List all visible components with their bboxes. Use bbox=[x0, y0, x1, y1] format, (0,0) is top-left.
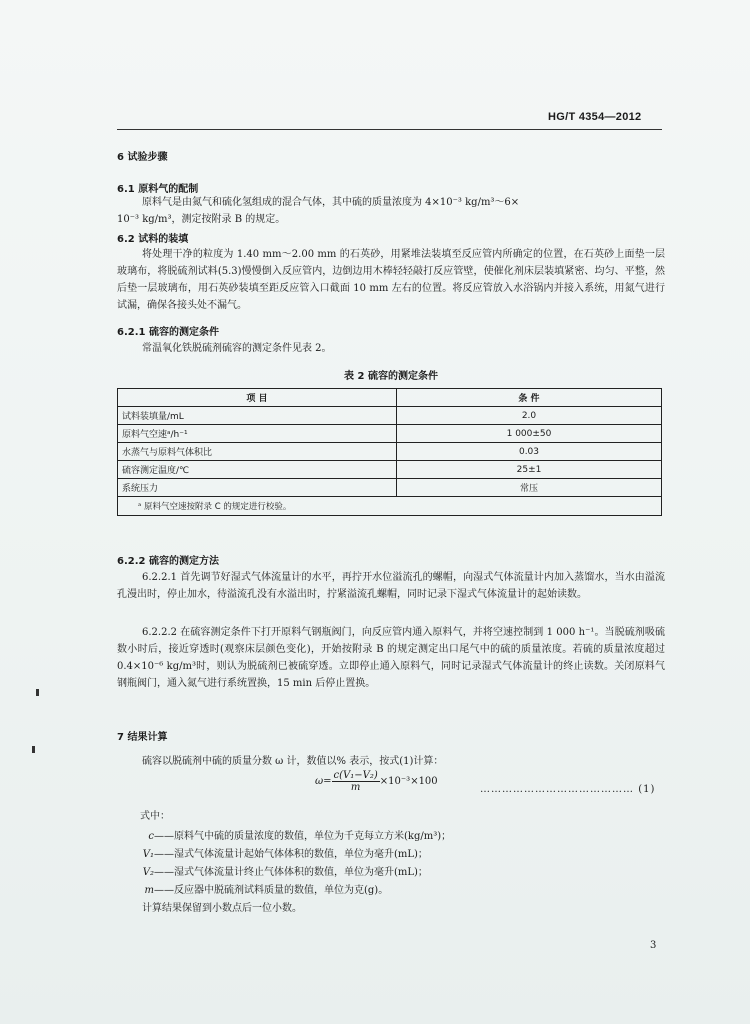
table-header-condition: 条 件 bbox=[397, 389, 662, 407]
conditions-table bbox=[117, 388, 662, 516]
variable-symbol: c bbox=[148, 831, 154, 842]
where-label: 式中： bbox=[140, 811, 170, 822]
section-6-1-line1: 原料气是由氮气和硫化氢组成的混合气体，其中硫的质量浓度为 4×10⁻³ kg/m³～6× bbox=[142, 197, 520, 208]
variable-row bbox=[140, 827, 451, 842]
variable-row bbox=[140, 863, 428, 878]
table-row bbox=[118, 425, 662, 443]
table-cell-value: 1 000±50 bbox=[397, 425, 662, 443]
table-footnote: ᵃ 原料气空速按附录 C 的规定进行校验。 bbox=[118, 497, 662, 516]
formula-dots: …………………………………… bbox=[480, 784, 634, 795]
table-cell-value: 0.03 bbox=[397, 443, 662, 461]
formula-denominator: m bbox=[350, 782, 361, 793]
table-row bbox=[118, 479, 662, 497]
variable-desc: ——湿式气体流量计终止气体体积的数值，单位为毫升(mL)； bbox=[154, 867, 428, 878]
section-6-1-title: 6.1 原料气的配制 bbox=[117, 184, 199, 195]
table-cell-item: 系统压力 bbox=[118, 479, 397, 497]
table-row bbox=[118, 407, 662, 425]
table-cell-value: 25±1 bbox=[397, 461, 662, 479]
table-row bbox=[118, 461, 662, 479]
section-6-1-line2: 10⁻³ kg/m³，测定按附录 B 的规定。 bbox=[117, 214, 286, 225]
section-7-title: 7 结果计算 bbox=[117, 732, 168, 743]
table-caption: 表 2 硫容的测定条件 bbox=[344, 371, 438, 382]
section-6-title: 6 试验步骤 bbox=[117, 152, 168, 163]
section-7-intro: 硫容以脱硫剂中硫的质量分数 ω 计，数值以% 表示，按式(1)计算： bbox=[142, 756, 444, 767]
formula-fraction bbox=[332, 770, 380, 793]
table-cell-value: 2.0 bbox=[397, 407, 662, 425]
variable-symbol: m bbox=[144, 885, 154, 896]
table-header-row bbox=[118, 389, 662, 407]
section-6-2-2-1-paragraph: 6.2.2.1 首先调节好湿式气体流量计的水平，再拧开水位溢流孔的螺帽，向湿式气体流量计内加入蒸馏水，当水由溢流孔漫出时，停止加水，待溢流孔没有水溢出时，拧紧溢流孔螺帽，同时记录下湿式气体流量计的起始读数。 bbox=[117, 572, 665, 600]
section-6-2-2-2-paragraph: 6.2.2.2 在硫容测定条件下打开原料气钢瓶阀门，向反应管内通入原料气，并将空速控制到 1 000 h⁻¹。当脱硫剂吸硫数小时后，接近穿透时(观察床层颜色变化)，开始按附录 B 的规定测定出口尾气中的硫的质量浓度。若硫的质量浓度超过 0.4×10⁻⁶ kg/m³时，则认为脱硫剂已被硫穿透。立即停止通入原料气，同时记录湿式气体流量计的终止读数。关闭原料气钢瓶阀门，通入氮气进行系统置换，15 min 后停止置换。 bbox=[117, 627, 665, 689]
variable-symbol: V₂ bbox=[142, 867, 154, 878]
table-cell-item: 原料气空速ᵃ/h⁻¹ bbox=[118, 425, 397, 443]
section-6-2-paragraph: 将处理干净的粒度为 1.40 mm～2.00 mm 的石英砂，用紧堆法装填至反应管内所确定的位置，在石英砂上面垫一层玻璃布，将脱硫剂试料(5.3)慢慢倒入反应管内，边倒边用木棒轻轻敲打反应管壁，使催化剂床层装填紧密、均匀、平整，然后垫一层玻璃布，用石英砂装填至距反应管入口截面 10 mm 左右的位置。将反应管放入水浴锅内并接入系统，用氮气进行试漏，确保各接头处不漏气。 bbox=[117, 249, 665, 311]
table-cell-item: 试料装填量/mL bbox=[118, 407, 397, 425]
variable-desc: ——反应器中脱硫剂试料质量的数值，单位为克(g)。 bbox=[154, 885, 389, 896]
scan-mark bbox=[32, 746, 35, 753]
table-note-row bbox=[118, 497, 662, 516]
table-cell-item: 水蒸气与原料气体积比 bbox=[118, 443, 397, 461]
variable-symbol: V₁ bbox=[142, 849, 154, 860]
formula-leader bbox=[480, 784, 655, 795]
formula-lhs: ω= bbox=[315, 776, 332, 787]
table-cell-item: 硫容测定温度/℃ bbox=[118, 461, 397, 479]
result-rounding-note: 计算结果保留到小数点后一位小数。 bbox=[142, 903, 302, 914]
section-6-2-1-title: 6.2.1 硫容的测定条件 bbox=[117, 327, 219, 338]
header-rule bbox=[117, 129, 662, 130]
standard-code: HG/T 4354—2012 bbox=[548, 111, 642, 123]
variable-row bbox=[140, 845, 428, 860]
variable-desc: ——原料气中硫的质量浓度的数值，单位为千克每立方米(kg/m³)； bbox=[154, 831, 452, 842]
variable-row bbox=[140, 881, 388, 896]
table-row bbox=[118, 443, 662, 461]
formula-number: (1) bbox=[638, 784, 656, 795]
formula-rhs: ×10⁻³×100 bbox=[379, 776, 438, 787]
formula-numerator: c(V₁−V₂) bbox=[333, 770, 378, 781]
table-cell-value: 常压 bbox=[397, 479, 662, 497]
table-header-item: 项 目 bbox=[118, 389, 397, 407]
section-6-2-title: 6.2 试料的装填 bbox=[117, 234, 189, 245]
variable-desc: ——湿式气体流量计起始气体体积的数值，单位为毫升(mL)； bbox=[154, 849, 428, 860]
scan-mark bbox=[36, 689, 39, 696]
page-number: 3 bbox=[650, 940, 657, 951]
section-6-2-2-title: 6.2.2 硫容的测定方法 bbox=[117, 556, 219, 567]
section-6-2-1-paragraph: 常温氧化铁脱硫剂硫容的测定条件见表 2。 bbox=[142, 343, 332, 354]
